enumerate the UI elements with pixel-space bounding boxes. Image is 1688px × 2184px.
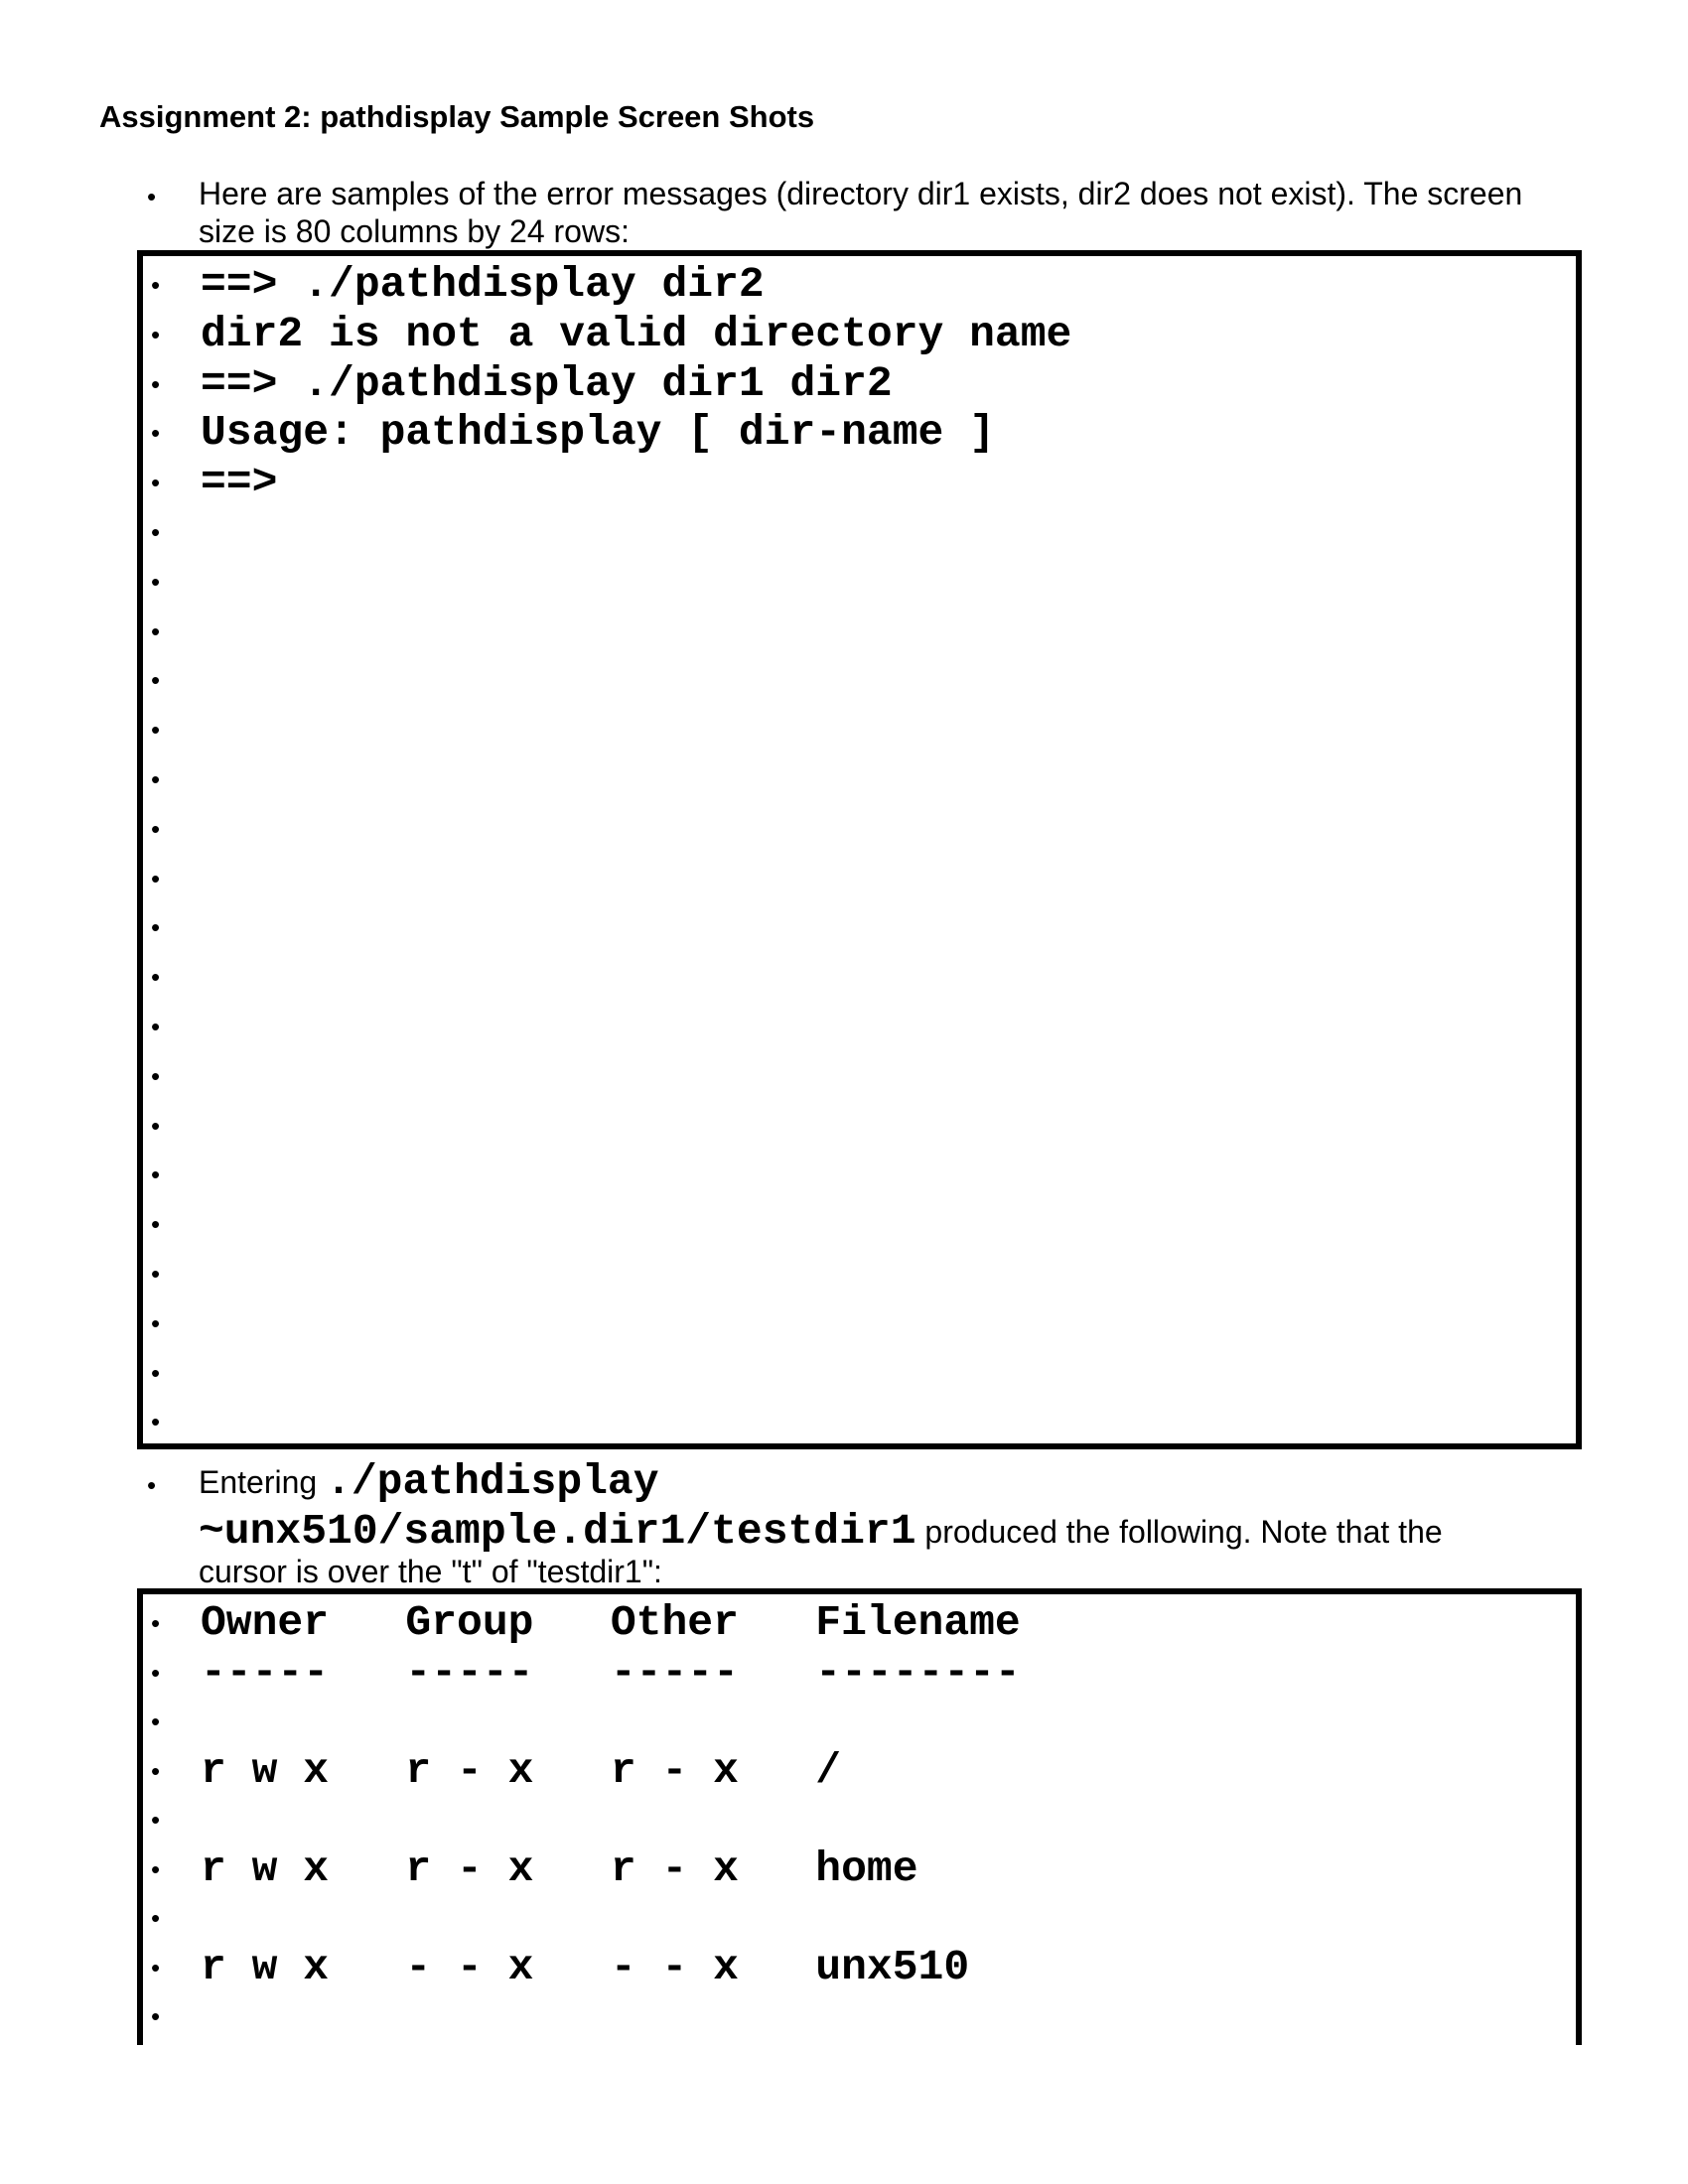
terminal-2-line (143, 1795, 1576, 1844)
line-bullet: • (151, 468, 161, 498)
intro-line-1: Here are samples of the error messages (directory dir1 exists, dir2 does not exist). The screen (199, 176, 1523, 211)
terminal-1-line (143, 607, 1576, 656)
line-bullet: • (151, 1903, 161, 1933)
terminal-screen-1 (137, 250, 1582, 1449)
terminal-1-line (143, 804, 1576, 854)
line-bullet: • (151, 1357, 161, 1388)
terminal-1-line-text: dir2 is not a valid directory name (201, 309, 1072, 358)
terminal-1-line-text: ==> (201, 458, 278, 507)
line-bullet: • (151, 715, 161, 746)
terminal-1-line (143, 705, 1576, 754)
terminal-1-line (143, 902, 1576, 952)
line-bullet: • (151, 1657, 161, 1688)
terminal-1-line (143, 507, 1576, 557)
second-line-3: cursor is over the "t" of "testdir1": (199, 1554, 662, 1589)
line-bullet: • (151, 912, 161, 943)
line-bullet: • (151, 962, 161, 993)
line-bullet: • (151, 764, 161, 794)
terminal-1-line (143, 310, 1576, 359)
terminal-2-line-text: Owner Group Other Filename (201, 1598, 1021, 1647)
terminal-1-line (143, 1051, 1576, 1101)
line-bullet: • (151, 517, 161, 547)
line-bullet: • (151, 368, 161, 399)
terminal-1-line (143, 854, 1576, 903)
intro-bullet: • (147, 182, 157, 211)
line-bullet: • (151, 1259, 161, 1289)
terminal-screen-2 (137, 1588, 1582, 2045)
terminal-2-line (143, 1893, 1576, 1943)
second-paragraph (199, 1457, 1589, 1590)
terminal-1-line (143, 260, 1576, 310)
terminal-2-line (143, 1697, 1576, 1746)
line-bullet: • (151, 1608, 161, 1638)
entering-label: Entering (199, 1464, 318, 1500)
terminal-1-line (143, 1348, 1576, 1398)
command-part-2: ~unx510/sample.dir1/testdir1 (199, 1507, 916, 1556)
line-bullet: • (151, 1952, 161, 1982)
line-bullet: • (151, 1060, 161, 1091)
second-line-1 (199, 1457, 1589, 1507)
terminal-2-line (143, 1991, 1576, 2041)
line-bullet: • (151, 566, 161, 597)
terminal-2-line (143, 1746, 1576, 1796)
terminal-1-line (143, 1298, 1576, 1348)
intro-line-2: size is 80 columns by 24 rows: (199, 213, 630, 249)
line-bullet: • (151, 615, 161, 646)
line-bullet: • (151, 1853, 161, 1884)
terminal-2-line (143, 1943, 1576, 1992)
line-bullet: • (151, 1012, 161, 1041)
line-bullet: • (151, 1706, 161, 1736)
line-bullet: • (151, 1755, 161, 1786)
terminal-1-line-text: ==> ./pathdisplay dir2 (201, 260, 765, 309)
terminal-1-line-text: Usage: pathdisplay [ dir-name ] (201, 408, 995, 458)
terminal-1-line (143, 1249, 1576, 1298)
second-line-2-text: produced the following. Note that the (924, 1514, 1443, 1550)
command-part-1: ./pathdisplay (326, 1457, 659, 1506)
line-bullet: • (151, 1110, 161, 1141)
terminal-1-line (143, 557, 1576, 607)
line-bullet: • (151, 665, 161, 696)
line-bullet: • (151, 270, 161, 300)
terminal-1-line (143, 458, 1576, 507)
line-bullet: • (151, 863, 161, 893)
terminal-1-line (143, 1150, 1576, 1199)
terminal-2-line (143, 1598, 1576, 1648)
line-bullet: • (151, 1805, 161, 1835)
terminal-1-line (143, 754, 1576, 804)
terminal-1-line (143, 952, 1576, 1002)
line-bullet: • (151, 2001, 161, 2031)
page-title: Assignment 2: pathdisplay Sample Screen Shots (99, 99, 815, 134)
terminal-1-line (143, 655, 1576, 705)
terminal-1-line (143, 1002, 1576, 1051)
line-bullet: • (151, 418, 161, 449)
line-bullet: • (151, 1407, 161, 1437)
terminal-2-line-text: ----- ----- ----- -------- (201, 1647, 1021, 1697)
line-bullet: • (151, 1307, 161, 1338)
terminal-1-line-text: ==> ./pathdisplay dir1 dir2 (201, 358, 893, 408)
terminal-2-line (143, 1844, 1576, 1894)
terminal-2-line-text: r w x r - x r - x / (201, 1745, 842, 1795)
intro-paragraph (199, 175, 1589, 250)
line-bullet: • (151, 813, 161, 844)
terminal-2-line-text: r w x - - x - - x unx510 (201, 1942, 970, 1991)
terminal-2-line (143, 1648, 1576, 1698)
line-bullet: • (151, 1160, 161, 1190)
line-bullet: • (151, 319, 161, 349)
terminal-1-line (143, 1199, 1576, 1249)
terminal-1-line (143, 359, 1576, 409)
terminal-1-line (143, 1101, 1576, 1151)
second-line-2 (199, 1507, 1589, 1557)
terminal-2-line-text: r w x r - x r - x home (201, 1843, 918, 1893)
line-bullet: • (151, 1209, 161, 1240)
terminal-1-line (143, 1397, 1576, 1446)
second-bullet: • (147, 1470, 157, 1500)
terminal-1-line (143, 408, 1576, 458)
